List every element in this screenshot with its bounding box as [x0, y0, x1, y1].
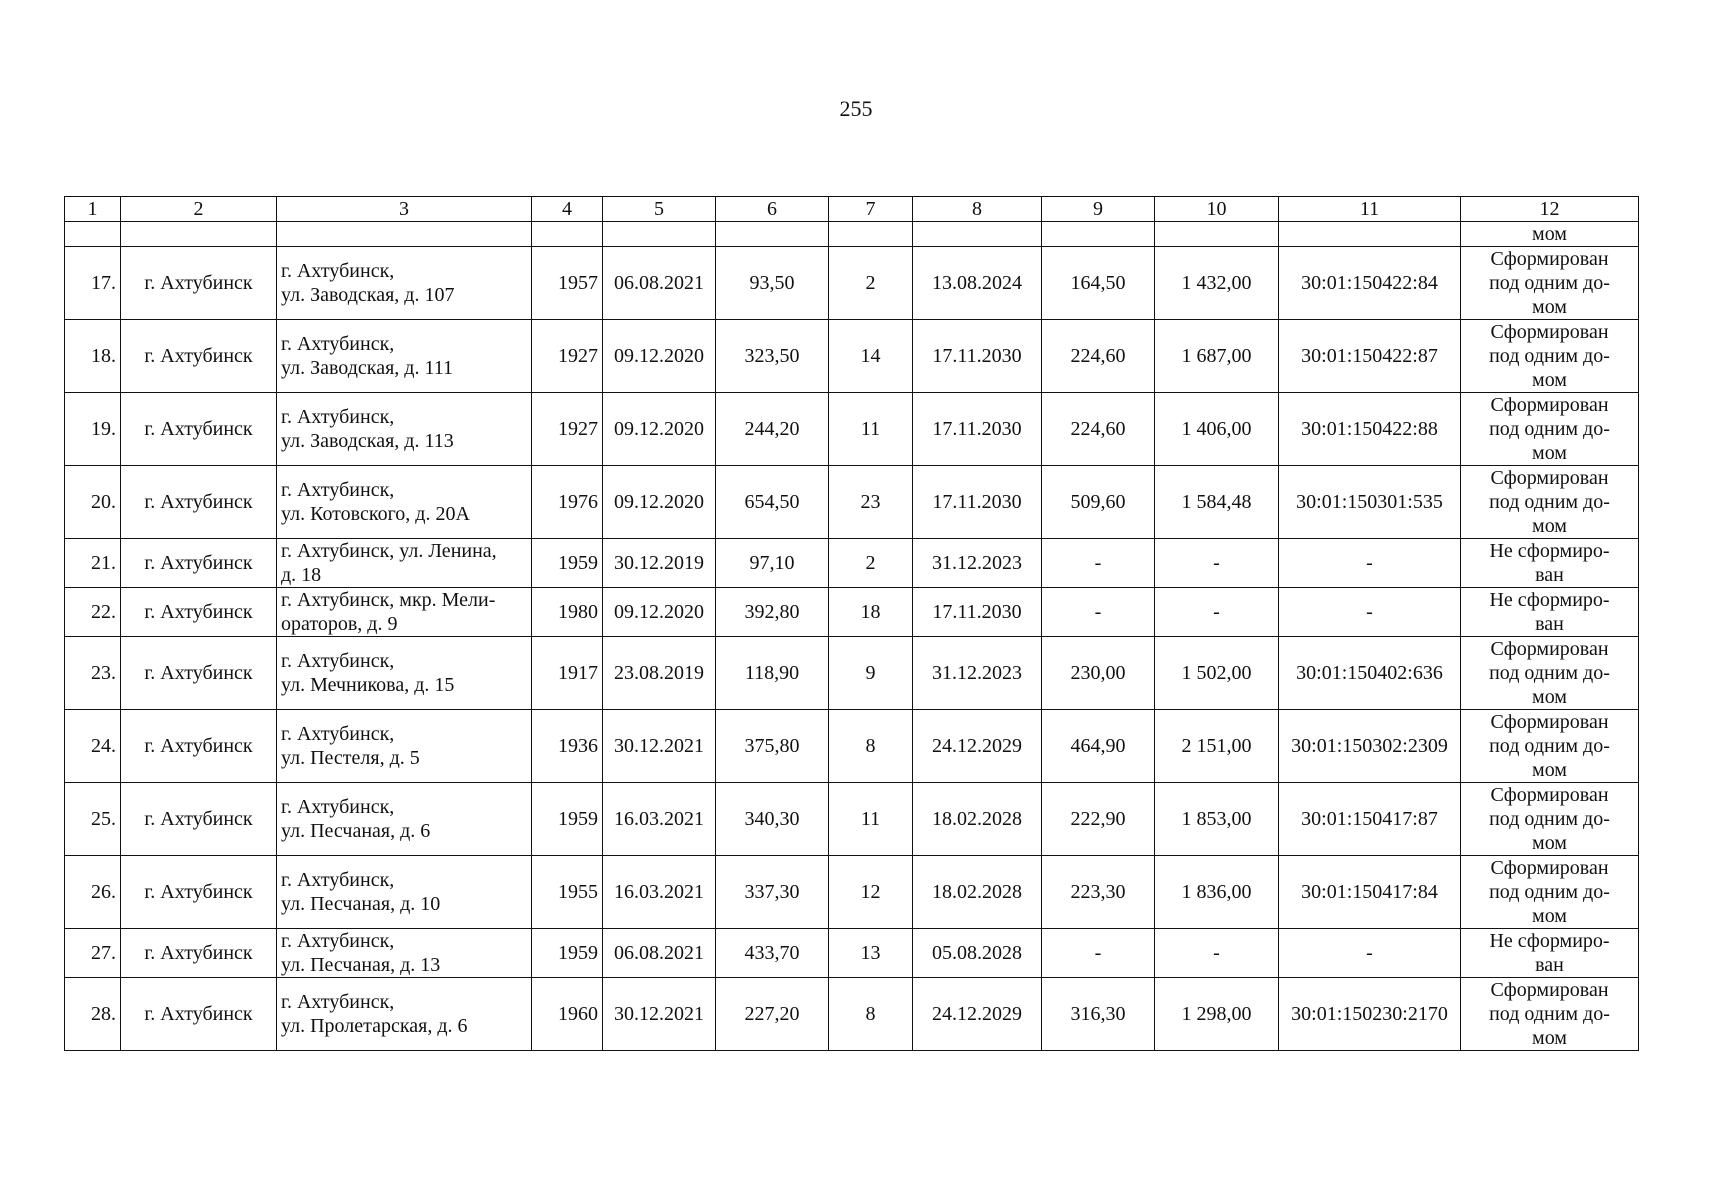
empty-cell [829, 222, 913, 247]
address-cell [277, 710, 532, 783]
row-number: 20. [65, 466, 121, 539]
area-cell: 340,30 [716, 783, 829, 856]
status-line: мом [1532, 369, 1567, 391]
land-value-cell: 1 853,00 [1155, 783, 1279, 856]
land-area-cell: - [1042, 539, 1155, 588]
land-status-cell [1461, 978, 1639, 1051]
address-line: г. Ахтубинск, [281, 479, 395, 501]
land-status-cell [1461, 393, 1639, 466]
deadline-date-cell: 17.11.2030 [913, 320, 1042, 393]
deadline-date-cell: 17.11.2030 [913, 588, 1042, 637]
build-year-cell: 1959 [532, 929, 603, 978]
land-status-cell [1461, 588, 1639, 637]
address-line: г. Ахтубинск, [281, 723, 395, 745]
address-cell [277, 247, 532, 320]
address-line: д. 18 [281, 564, 322, 586]
address-cell [277, 637, 532, 710]
status-line: Сформирован [1490, 638, 1609, 660]
decision-date-cell: 09.12.2020 [603, 393, 716, 466]
address-line: г. Ахтубинск, [281, 333, 395, 355]
status-line: ван [1535, 954, 1564, 976]
residents-count-cell: 8 [829, 978, 913, 1051]
status-line: Сформирован [1490, 857, 1609, 879]
status-line: мом [1532, 686, 1567, 708]
address-line: г. Ахтубинск, [281, 260, 395, 282]
row-number: 24. [65, 710, 121, 783]
land-value-cell: - [1155, 588, 1279, 637]
cadastral-number-cell: 30:01:150301:535 [1279, 466, 1461, 539]
status-line: Не сформиро- [1489, 540, 1610, 562]
residents-count-cell: 12 [829, 856, 913, 929]
empty-cell [532, 222, 603, 247]
land-status-cell [1461, 466, 1639, 539]
municipality-cell: г. Ахтубинск [121, 466, 277, 539]
decision-date-cell: 23.08.2019 [603, 637, 716, 710]
address-cell [277, 393, 532, 466]
address-line: ул. Песчаная, д. 10 [281, 893, 441, 915]
deadline-date-cell: 05.08.2028 [913, 929, 1042, 978]
empty-cell [1155, 222, 1279, 247]
address-cell [277, 320, 532, 393]
status-line: Не сформиро- [1489, 589, 1610, 611]
land-value-cell: 1 502,00 [1155, 637, 1279, 710]
empty-cell [913, 222, 1042, 247]
municipality-cell: г. Ахтубинск [121, 978, 277, 1051]
land-area-cell: - [1042, 588, 1155, 637]
build-year-cell: 1976 [532, 466, 603, 539]
land-status-cell [1461, 637, 1639, 710]
address-cell [277, 539, 532, 588]
land-value-cell: 1 584,48 [1155, 466, 1279, 539]
land-status-cell [1461, 710, 1639, 783]
area-cell: 118,90 [716, 637, 829, 710]
decision-date-cell: 06.08.2021 [603, 929, 716, 978]
residents-count-cell: 18 [829, 588, 913, 637]
empty-cell [121, 222, 277, 247]
table-row [65, 588, 1639, 637]
build-year-cell: 1959 [532, 539, 603, 588]
status-line: Сформирован [1490, 321, 1609, 343]
status-line: Сформирован [1490, 394, 1609, 416]
address-line: ул. Заводская, д. 111 [281, 357, 453, 379]
row-number: 26. [65, 856, 121, 929]
municipality-cell: г. Ахтубинск [121, 588, 277, 637]
area-cell: 375,80 [716, 710, 829, 783]
residents-count-cell: 8 [829, 710, 913, 783]
continuation-row [65, 222, 1639, 247]
deadline-date-cell: 17.11.2030 [913, 466, 1042, 539]
area-cell: 392,80 [716, 588, 829, 637]
address-line: ул. Песчаная, д. 13 [281, 954, 441, 976]
empty-cell [1042, 222, 1155, 247]
status-line: Сформирован [1490, 979, 1609, 1001]
column-number: 1 [65, 197, 121, 222]
column-number: 2 [121, 197, 277, 222]
land-area-cell: 224,60 [1042, 393, 1155, 466]
land-value-cell: 1 432,00 [1155, 247, 1279, 320]
cadastral-number-cell: - [1279, 539, 1461, 588]
cadastral-number-cell: 30:01:150302:2309 [1279, 710, 1461, 783]
status-line: под одним до- [1489, 1003, 1610, 1025]
decision-date-cell: 09.12.2020 [603, 588, 716, 637]
land-area-cell: 464,90 [1042, 710, 1155, 783]
municipality-cell: г. Ахтубинск [121, 929, 277, 978]
status-line: под одним до- [1489, 491, 1610, 513]
land-value-cell: 2 151,00 [1155, 710, 1279, 783]
status-line: Сформирован [1490, 467, 1609, 489]
address-cell [277, 466, 532, 539]
address-line: г. Ахтубинск, [281, 650, 395, 672]
column-number: 10 [1155, 197, 1279, 222]
status-line: мом [1532, 905, 1567, 927]
table-row [65, 539, 1639, 588]
address-cell [277, 783, 532, 856]
land-area-cell: - [1042, 929, 1155, 978]
land-area-cell: 164,50 [1042, 247, 1155, 320]
column-number: 9 [1042, 197, 1155, 222]
area-cell: 654,50 [716, 466, 829, 539]
land-area-cell: 509,60 [1042, 466, 1155, 539]
land-status-cell [1461, 783, 1639, 856]
land-value-cell: 1 836,00 [1155, 856, 1279, 929]
row-number: 28. [65, 978, 121, 1051]
deadline-date-cell: 18.02.2028 [913, 856, 1042, 929]
deadline-date-cell: 18.02.2028 [913, 783, 1042, 856]
build-year-cell: 1957 [532, 247, 603, 320]
address-line: г. Ахтубинск, ул. Ленина, [281, 540, 497, 562]
status-line: под одним до- [1489, 735, 1610, 757]
row-number: 22. [65, 588, 121, 637]
status-line: под одним до- [1489, 272, 1610, 294]
cadastral-number-cell: 30:01:150422:84 [1279, 247, 1461, 320]
decision-date-cell: 16.03.2021 [603, 783, 716, 856]
table-row [65, 320, 1639, 393]
land-area-cell: 316,30 [1042, 978, 1155, 1051]
row-number: 23. [65, 637, 121, 710]
cadastral-number-cell: 30:01:150417:87 [1279, 783, 1461, 856]
table-row [65, 247, 1639, 320]
address-line: ул. Заводская, д. 107 [281, 284, 455, 306]
table-row [65, 637, 1639, 710]
deadline-date-cell: 31.12.2023 [913, 637, 1042, 710]
address-cell [277, 978, 532, 1051]
cadastral-number-cell: 30:01:150417:84 [1279, 856, 1461, 929]
land-value-cell: - [1155, 539, 1279, 588]
row-number: 19. [65, 393, 121, 466]
table-row [65, 856, 1639, 929]
address-line: г. Ахтубинск, [281, 869, 395, 891]
column-number: 3 [277, 197, 532, 222]
status-line: под одним до- [1489, 808, 1610, 830]
table-row [65, 466, 1639, 539]
address-line: ул. Песчаная, д. 6 [281, 820, 431, 842]
address-line: ул. Мечникова, д. 15 [281, 674, 455, 696]
build-year-cell: 1927 [532, 393, 603, 466]
land-area-cell: 224,60 [1042, 320, 1155, 393]
status-line: под одним до- [1489, 345, 1610, 367]
municipality-cell: г. Ахтубинск [121, 393, 277, 466]
address-line: г. Ахтубинск, [281, 991, 395, 1013]
residents-count-cell: 2 [829, 539, 913, 588]
empty-cell [716, 222, 829, 247]
decision-date-cell: 30.12.2019 [603, 539, 716, 588]
cadastral-number-cell: 30:01:150422:87 [1279, 320, 1461, 393]
table-row [65, 978, 1639, 1051]
build-year-cell: 1936 [532, 710, 603, 783]
status-line: Не сформиро- [1489, 930, 1610, 952]
area-cell: 433,70 [716, 929, 829, 978]
land-value-cell: 1 687,00 [1155, 320, 1279, 393]
decision-date-cell: 09.12.2020 [603, 320, 716, 393]
residents-count-cell: 14 [829, 320, 913, 393]
address-line: ул. Пролетарская, д. 6 [281, 1015, 468, 1037]
municipality-cell: г. Ахтубинск [121, 856, 277, 929]
build-year-cell: 1955 [532, 856, 603, 929]
row-number: 25. [65, 783, 121, 856]
cadastral-number-cell: - [1279, 929, 1461, 978]
area-cell: 227,20 [716, 978, 829, 1051]
table-row [65, 929, 1639, 978]
residents-count-cell: 13 [829, 929, 913, 978]
status-line: ван [1535, 564, 1564, 586]
land-status-cell [1461, 856, 1639, 929]
build-year-cell: 1960 [532, 978, 603, 1051]
cadastral-number-cell: 30:01:150402:636 [1279, 637, 1461, 710]
empty-cell [277, 222, 532, 247]
land-status-cell [1461, 539, 1639, 588]
build-year-cell: 1959 [532, 783, 603, 856]
land-status-cell [1461, 247, 1639, 320]
status-continuation: мом [1461, 222, 1639, 247]
build-year-cell: 1927 [532, 320, 603, 393]
residents-count-cell: 11 [829, 393, 913, 466]
address-line: г. Ахтубинск, [281, 796, 395, 818]
land-value-cell: - [1155, 929, 1279, 978]
decision-date-cell: 30.12.2021 [603, 710, 716, 783]
address-line: г. Ахтубинск, мкр. Мели- [281, 589, 496, 611]
status-line: мом [1532, 296, 1567, 318]
column-number: 12 [1461, 197, 1639, 222]
area-cell: 93,50 [716, 247, 829, 320]
cadastral-number-cell: 30:01:150230:2170 [1279, 978, 1461, 1051]
residents-count-cell: 2 [829, 247, 913, 320]
column-number: 6 [716, 197, 829, 222]
row-number: 18. [65, 320, 121, 393]
status-line: мом [1532, 442, 1567, 464]
municipality-cell: г. Ахтубинск [121, 783, 277, 856]
residents-count-cell: 11 [829, 783, 913, 856]
cadastral-number-cell: - [1279, 588, 1461, 637]
address-cell [277, 856, 532, 929]
empty-cell [65, 222, 121, 247]
decision-date-cell: 16.03.2021 [603, 856, 716, 929]
deadline-date-cell: 24.12.2029 [913, 710, 1042, 783]
address-line: ул. Котовского, д. 20А [281, 503, 470, 525]
housing-register-table [64, 196, 1639, 1051]
status-line: мом [1532, 515, 1567, 537]
deadline-date-cell: 17.11.2030 [913, 393, 1042, 466]
municipality-cell: г. Ахтубинск [121, 710, 277, 783]
build-year-cell: 1917 [532, 637, 603, 710]
column-number: 8 [913, 197, 1042, 222]
column-number: 5 [603, 197, 716, 222]
status-line: под одним до- [1489, 418, 1610, 440]
status-line: под одним до- [1489, 662, 1610, 684]
table-row [65, 710, 1639, 783]
decision-date-cell: 09.12.2020 [603, 466, 716, 539]
status-line: ван [1535, 613, 1564, 635]
address-line: ораторов, д. 9 [281, 613, 398, 635]
municipality-cell: г. Ахтубинск [121, 539, 277, 588]
land-value-cell: 1 406,00 [1155, 393, 1279, 466]
municipality-cell: г. Ахтубинск [121, 247, 277, 320]
land-area-cell: 222,90 [1042, 783, 1155, 856]
column-number: 7 [829, 197, 913, 222]
status-line: Сформирован [1490, 784, 1609, 806]
status-line: Сформирован [1490, 248, 1609, 270]
residents-count-cell: 23 [829, 466, 913, 539]
column-number: 4 [532, 197, 603, 222]
deadline-date-cell: 31.12.2023 [913, 539, 1042, 588]
column-number-row [65, 197, 1639, 222]
address-line: ул. Пестеля, д. 5 [281, 747, 420, 769]
empty-cell [603, 222, 716, 247]
deadline-date-cell: 24.12.2029 [913, 978, 1042, 1051]
decision-date-cell: 30.12.2021 [603, 978, 716, 1051]
deadline-date-cell: 13.08.2024 [913, 247, 1042, 320]
row-number: 17. [65, 247, 121, 320]
status-line: мом [1532, 1027, 1567, 1049]
table-row [65, 393, 1639, 466]
status-line: Сформирован [1490, 711, 1609, 733]
municipality-cell: г. Ахтубинск [121, 320, 277, 393]
residents-count-cell: 9 [829, 637, 913, 710]
empty-cell [1279, 222, 1461, 247]
land-status-cell [1461, 320, 1639, 393]
area-cell: 97,10 [716, 539, 829, 588]
column-number: 11 [1279, 197, 1461, 222]
area-cell: 337,30 [716, 856, 829, 929]
address-line: г. Ахтубинск, [281, 930, 395, 952]
address-cell [277, 929, 532, 978]
land-area-cell: 223,30 [1042, 856, 1155, 929]
area-cell: 323,50 [716, 320, 829, 393]
row-number: 21. [65, 539, 121, 588]
cadastral-number-cell: 30:01:150422:88 [1279, 393, 1461, 466]
address-line: ул. Заводская, д. 113 [281, 430, 454, 452]
row-number: 27. [65, 929, 121, 978]
table-row [65, 783, 1639, 856]
municipality-cell: г. Ахтубинск [121, 637, 277, 710]
status-line: мом [1532, 759, 1567, 781]
status-line: мом [1532, 832, 1567, 854]
status-line: под одним до- [1489, 881, 1610, 903]
address-cell [277, 588, 532, 637]
land-area-cell: 230,00 [1042, 637, 1155, 710]
address-line: г. Ахтубинск, [281, 406, 395, 428]
land-status-cell [1461, 929, 1639, 978]
page-number: 255 [839, 96, 873, 121]
land-value-cell: 1 298,00 [1155, 978, 1279, 1051]
area-cell: 244,20 [716, 393, 829, 466]
build-year-cell: 1980 [532, 588, 603, 637]
decision-date-cell: 06.08.2021 [603, 247, 716, 320]
